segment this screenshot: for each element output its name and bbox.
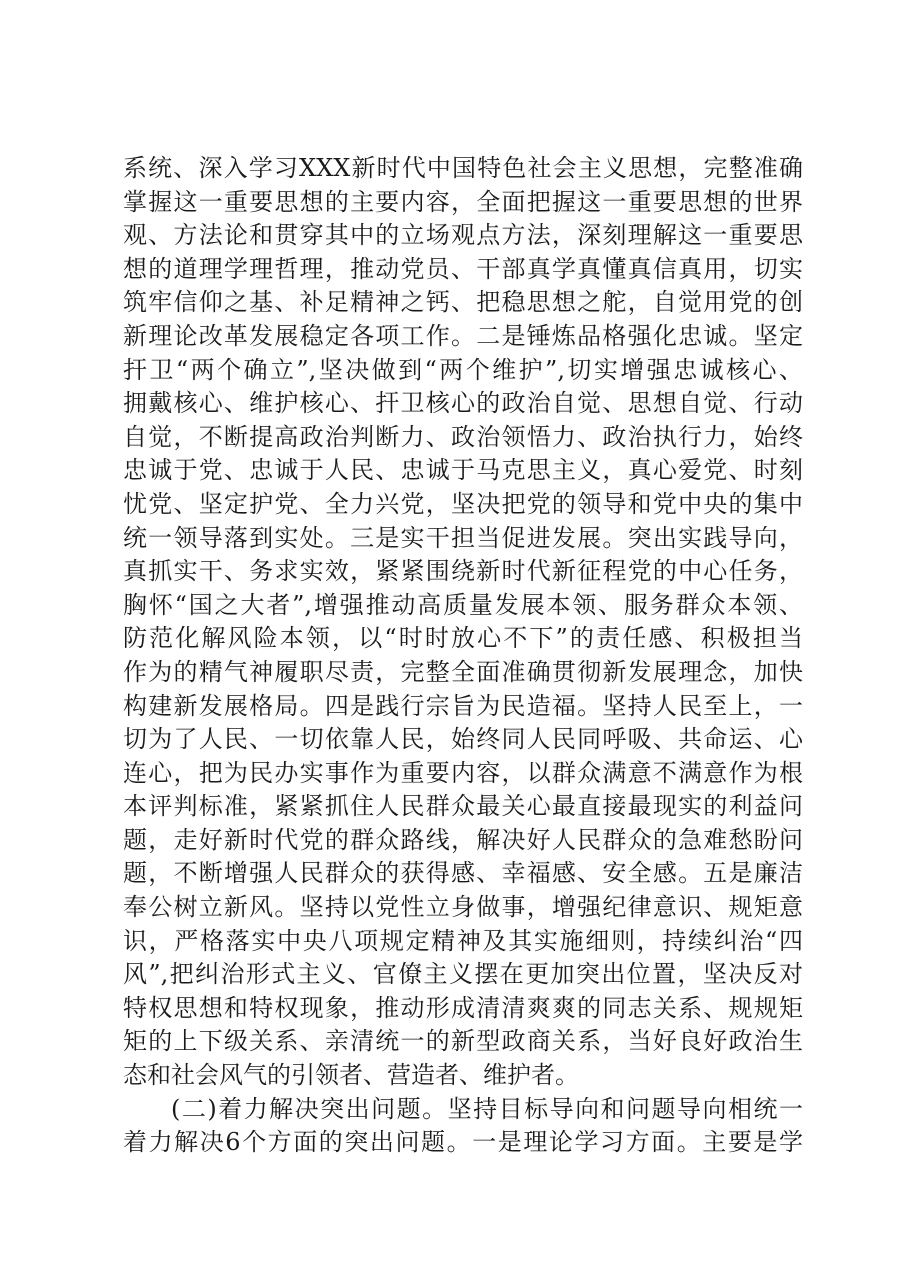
text-line: 新理论改革发展稳定各项工作。二是锤炼品格强化忠诚。坚定 xyxy=(123,321,803,350)
text-line: 识，严格落实中央八项规定精神及其实施细则，持续纠治“四 xyxy=(123,926,803,955)
text-line: 作为的精气神履职尽责，完整全面准确贯彻新发展理念，加快 xyxy=(123,657,803,686)
text-line: 掌握这一重要思想的主要内容，全面把握这一重要思想的世界 xyxy=(123,187,803,216)
text-line: 观、方法论和贯穿其中的立场观点方法，深刻理解这一重要思 xyxy=(123,221,803,250)
section-heading-line: (二)着力解决突出问题。坚持目标导向和问题导向相统一 xyxy=(171,1094,803,1123)
text-line: 筑牢信仰之基、补足精神之钙、把稳思想之舵，自觉用党的创 xyxy=(123,288,803,317)
text-line: 题，走好新时代党的群众路线，解决好人民群众的急难愁盼问 xyxy=(123,825,803,854)
text-line: 胸怀“国之大者”,增强推动高质量发展本领、服务群众本领、 xyxy=(123,590,803,619)
text-line: 系统、深入学习XXX新时代中国特色社会主义思想，完整准确 xyxy=(123,154,803,182)
text-line: 忧党、坚定护党、全力兴党，坚决把党的领导和党中央的集中 xyxy=(123,489,803,518)
text-line: 切为了人民、一切依靠人民，始终同人民同呼吸、共命运、心 xyxy=(123,725,803,754)
text-line: 着力解决6个方面的突出问题。一是理论学习方面。主要是学 xyxy=(123,1128,803,1157)
text-line: 风”,把纠治形式主义、官僚主义摆在更加突出位置，坚决反对 xyxy=(123,960,803,989)
paragraph-end-line: 态和社会风气的引领者、营造者、维护者。 xyxy=(123,1061,579,1090)
body-text xyxy=(123,152,803,1160)
text-line: 矩的上下级关系、亲清统一的新型政商关系，当好良好政治生 xyxy=(123,1027,803,1056)
text-line: 奉公树立新风。坚持以党性立身做事，增强纪律意识、规矩意 xyxy=(123,893,803,922)
text-line: 本评判标准，紧紧抓住人民群众最关心最直接最现实的利益问 xyxy=(123,792,803,821)
text-line: 特权思想和特权现象，推动形成清清爽爽的同志关系、规规矩 xyxy=(123,993,803,1022)
text-line: 想的道理学理哲理，推动党员、干部真学真懂真信真用，切实 xyxy=(123,254,803,283)
text-line: 防范化解风险本领，以“时时放心不下”的责任感、积极担当 xyxy=(123,624,803,653)
text-line: 题，不断增强人民群众的获得感、幸福感、安全感。五是廉洁 xyxy=(123,859,803,888)
text-line: 拥戴核心、维护核心、扞卫核心的政治自觉、思想自觉、行动 xyxy=(123,389,803,418)
text-line: 忠诚于党、忠诚于人民、忠诚于马克思主义，真心爱党、时刻 xyxy=(123,456,803,485)
text-line: 构建新发展格局。四是践行宗旨为民造福。坚持人民至上，一 xyxy=(123,691,803,720)
text-line: 统一领导落到实处。三是实干担当促进发展。突出实践导向， xyxy=(123,523,803,552)
text-line: 扞卫“两个确立”,坚决做到“两个维护”,切实增强忠诚核心、 xyxy=(123,355,803,384)
text-line: 连心，把为民办实事作为重要内容，以群众满意不满意作为根 xyxy=(123,758,803,787)
text-line: 真抓实干、务求实效，紧紧围绕新时代新征程党的中心任务， xyxy=(123,557,803,586)
text-line: 自觉，不断提高政治判断力、政治领悟力、政治执行力，始终 xyxy=(123,422,803,451)
